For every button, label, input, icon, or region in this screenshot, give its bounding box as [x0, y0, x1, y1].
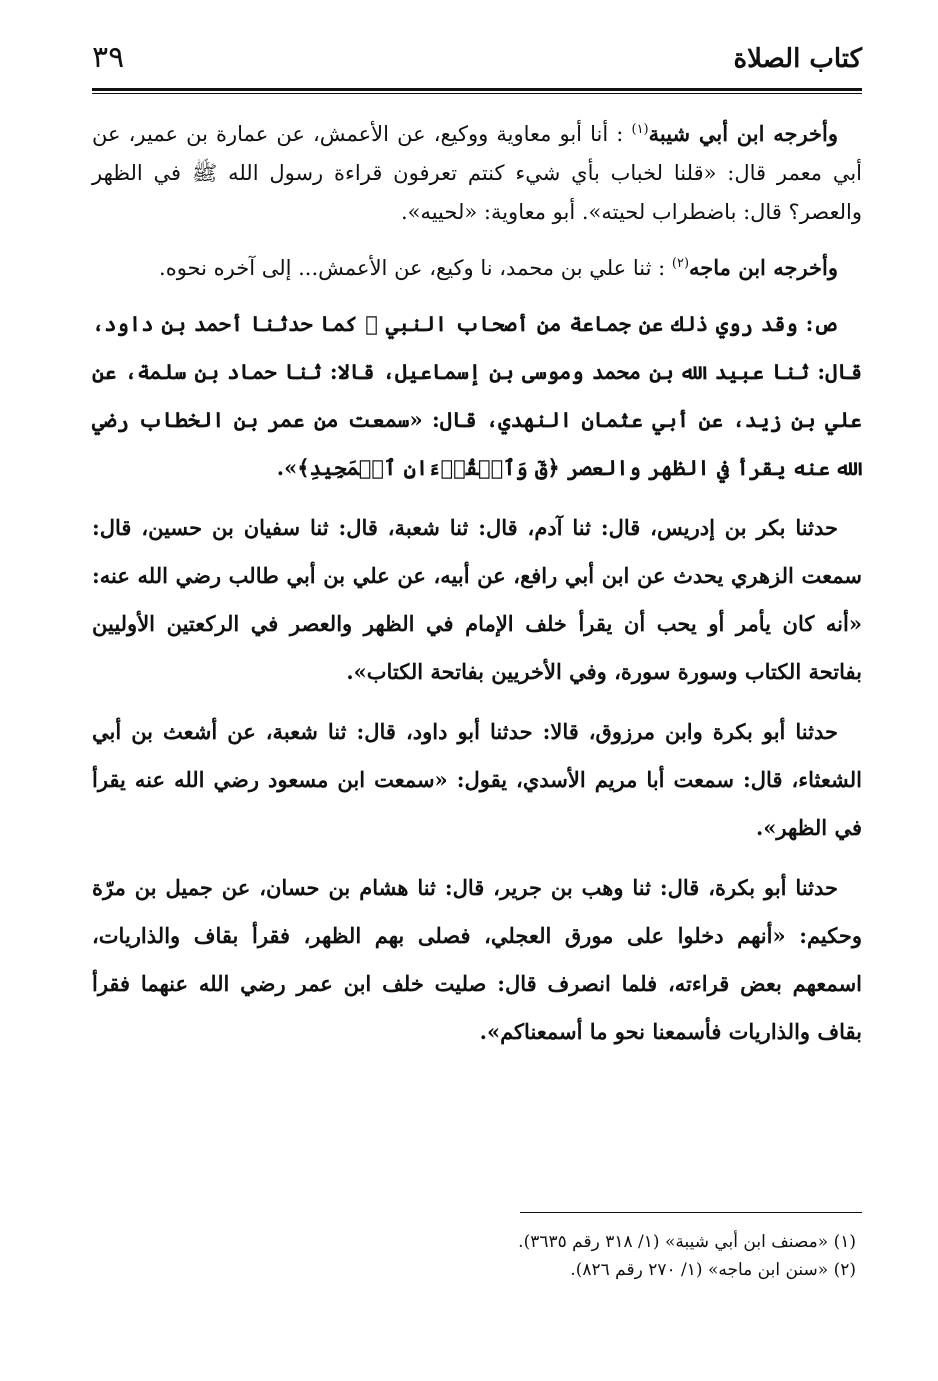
footnotes [92, 1228, 856, 1284]
book-title: كتاب الصلاة [733, 44, 862, 74]
footnote-ref: (١) [631, 122, 649, 137]
paragraph-lead: وأخرجه ابن أبي شيبة [648, 121, 838, 146]
paragraph-text: : ثنا علي بن محمد، نا وكيع، عن الأعمش... إلى آخره نحوه. [159, 256, 666, 280]
page-header [92, 38, 862, 88]
paragraph-abu-bakra: حدثنا أبو بكرة وابن مرزوق، قالا: حدثنا أبو داود، قال: ثنا شعبة، عن أشعث بن أبي الشعثاء، قال: سمعت أبا مريم الأسدي، يقول: «سمعت ابن مسعود رضي الله عنه يقرأ في الظهر». [92, 719, 862, 840]
footnote-rule [520, 1212, 862, 1213]
footnote-ref: (٢) [671, 256, 690, 271]
paragraph-abu-bakra-2: حدثنا أبو بكرة، قال: ثنا وهب بن جرير، قال: ثنا هشام بن حسان، عن جميل بن مرّة وحكيم: «أنهم دخلوا على مورق العجلي، فصلى بهم الظهر، فقرأ بقاف والذاريات، اسمعهم بعض قراءته، فلما انصرف قال: صليت خلف ابن عمر رضي الله عنهما فقرأ بقاف والذاريات فأسمعنا نحو ما أسمعناكم». [92, 875, 862, 1044]
main-text [92, 110, 862, 1068]
paragraph-text: : أنا أبو معاوية ووكيع، عن الأعمش، عن عمارة بن عمير، عن أبي معمر قال: «قلنا لخباب بأي شيء كنتم تعرفون قراءة رسول الله ﷺ في الظهر والعصر؟ قال: باضطراب لحيته». أبو معاوية: «لحييه». [92, 122, 862, 224]
paragraph-text-main: ص: وقد روي ذلك عن جماعة من أصحاب النبي ﷺ كما حدثنا أحمد بن داود، قال: ثنا عبيد الله بن محمد وموسى بن إسماعيل، قالا: ثنا حماد بن سلمة، عن علي بن زيد، عن أبي عثمان النهدي، قال: «سمعت من عمر بن الخطاب رضي الله عنه يقرأ في الظهر والعصر ﴿قٓ وَٱلۡقُرۡءَانِ ٱلۡمَجِيدِ﴾». [92, 311, 862, 480]
footnote-1: (١) «مصنف ابن أبي شيبة» (١/ ٣١٨ رقم ٣٦٣٥). [518, 1232, 856, 1252]
paragraph-lead: وأخرجه ابن ماجه [689, 255, 838, 280]
paragraph-bakr-ibn-idris: حدثنا بكر بن إدريس، قال: ثنا آدم، قال: ثنا شعبة، قال: ثنا سفيان بن حسين، قال: سمعت الزهري يحدث عن ابن أبي رافع، عن أبيه، عن علي بن أبي طالب رضي الله عنه: «أنه كان يأمر أو يحب أن يقرأ خلف الإمام في الظهر والعصر في الركعتين الأوليين بفاتحة الكتاب وسورة سورة، وفي الأخريين بفاتحة الكتاب». [92, 515, 862, 684]
paragraph-ibn-abi-shayba [92, 110, 862, 232]
header-rule [92, 88, 862, 94]
paragraph-ibn-majah [92, 244, 862, 288]
page-number: ٣٩ [92, 40, 125, 75]
footnote-2: (٢) «سنن ابن ماجه» (١/ ٢٧٠ رقم ٨٢٦). [570, 1260, 856, 1280]
